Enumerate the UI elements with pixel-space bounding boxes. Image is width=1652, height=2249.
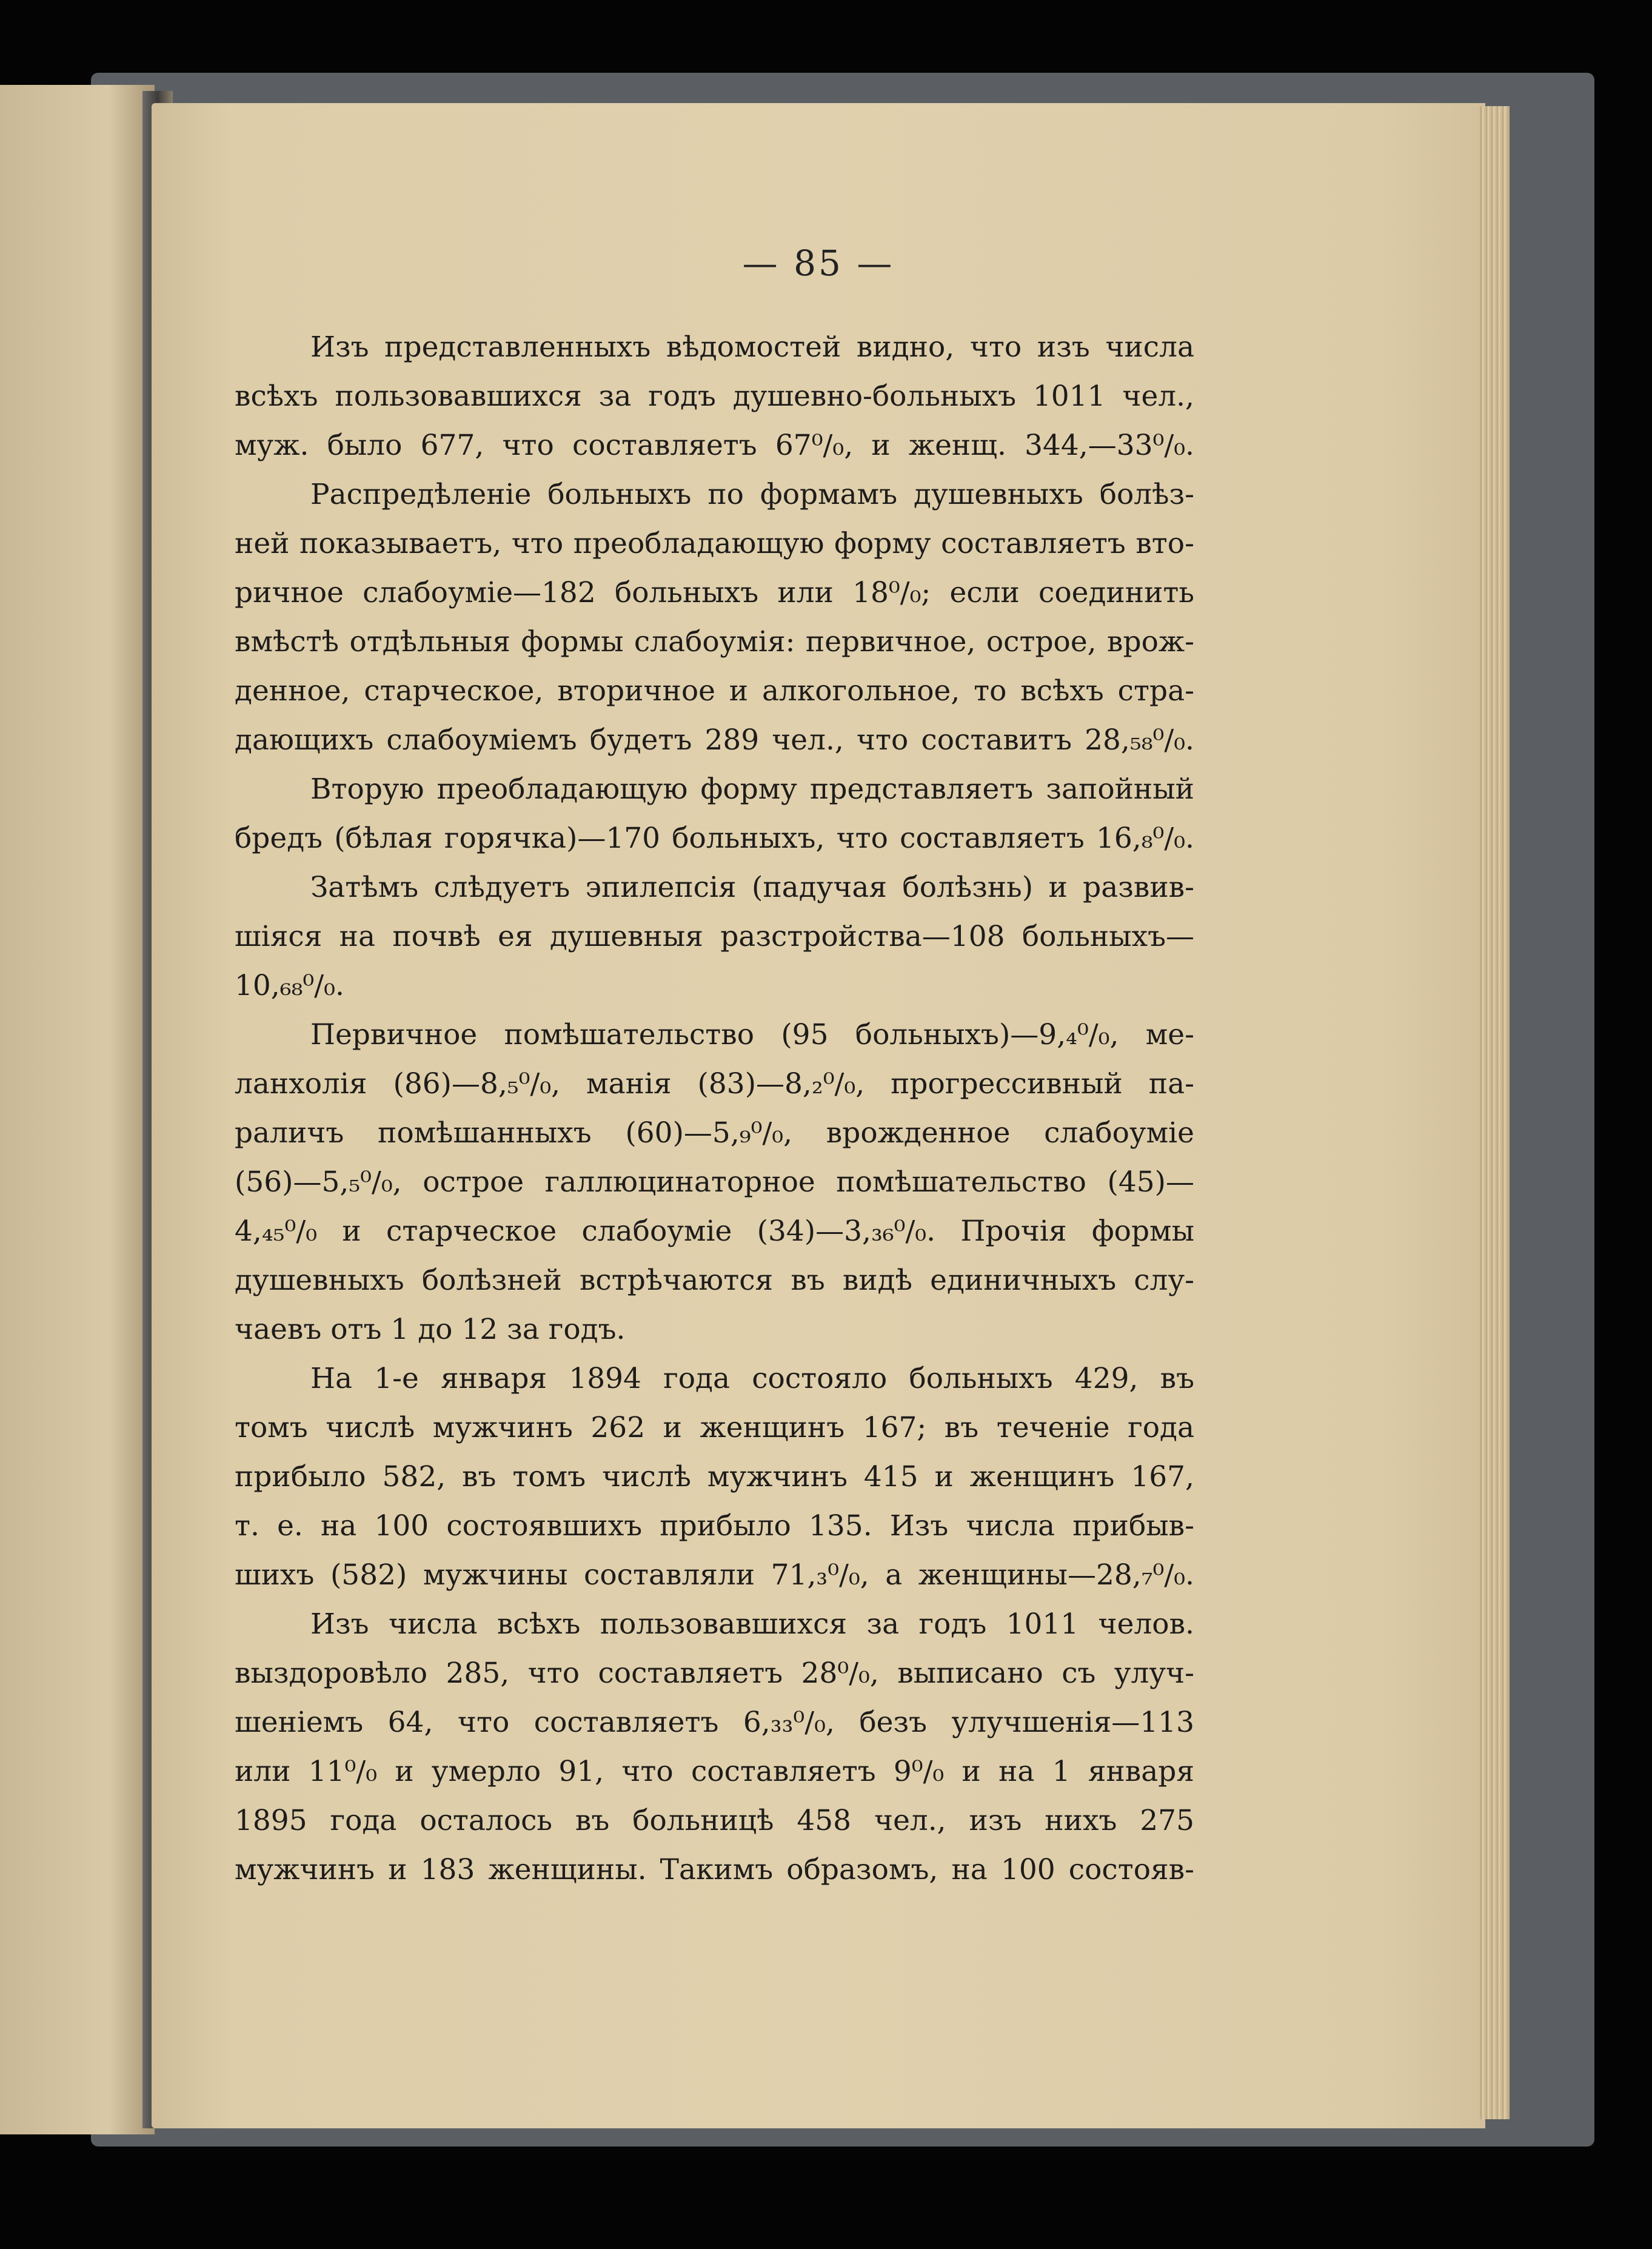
text-line: Затѣмъ слѣдуетъ эпилепсія (падучая болѣзнь) и развив- — [310, 871, 1194, 904]
text-line: или 11⁰/₀ и умерло 91, что составляетъ 9⁰/₀ и на 1 января — [235, 1755, 1194, 1788]
page-edges — [1479, 106, 1510, 2119]
text-line: муж. было 677, что составляетъ 67⁰/₀, и женщ. 344,—33⁰/₀. — [235, 429, 1194, 462]
text-line: 1895 года осталось въ больницѣ 458 чел., изъ нихъ 275 — [235, 1804, 1194, 1837]
text-line: Вторую преобладающую форму представляетъ запойный — [310, 773, 1194, 806]
text-line: шеніемъ 64, что составляетъ 6,₃₃⁰/₀, безъ улучшенія—113 — [235, 1706, 1194, 1739]
text-line: душевныхъ болѣзней встрѣчаются въ видѣ единичныхъ слу- — [235, 1264, 1194, 1297]
text-line: 4,₄₅⁰/₀ и старческое слабоуміе (34)—3,₃₆⁰/₀. Прочія формы — [235, 1215, 1194, 1248]
text-line: чаевъ отъ 1 до 12 за годъ. — [235, 1313, 626, 1346]
text-line: выздоровѣло 285, что составляетъ 28⁰/₀, выписано съ улуч- — [235, 1657, 1194, 1690]
text-line: мужчинъ и 183 женщины. Такимъ образомъ, на 100 состояв- — [235, 1853, 1194, 1886]
text-line: бредъ (бѣлая горячка)—170 больныхъ, что составляетъ 16,₈⁰/₀. — [235, 822, 1194, 855]
text-line: Изъ представленныхъ вѣдомостей видно, что изъ числа — [310, 330, 1194, 364]
text-line: раличъ помѣшанныхъ (60)—5,₉⁰/₀, врожденное слабоуміе — [235, 1116, 1194, 1150]
text-line: 10,₆₈⁰/₀. — [235, 969, 344, 1002]
text-line: т. е. на 100 состоявшихъ прибыло 135. Изъ числа прибыв- — [235, 1509, 1194, 1543]
text-line: ней показываетъ, что преобладающую форму составляетъ вто- — [235, 527, 1194, 560]
text-line: томъ числѣ мужчинъ 262 и женщинъ 167; въ теченіе года — [235, 1411, 1194, 1444]
text-line: На 1-е января 1894 года состояло больныхъ 429, въ — [310, 1362, 1194, 1395]
text-line: всѣхъ пользовавшихся за годъ душевно-больныхъ 1011 чел., — [235, 380, 1194, 413]
text-line: ланхолія (86)—8,₅⁰/₀, манія (83)—8,₂⁰/₀, прогрессивный па- — [235, 1067, 1194, 1101]
text-line: шихъ (582) мужчины составляли 71,₃⁰/₀, а женщины—28,₇⁰/₀. — [235, 1558, 1194, 1592]
text-line: Распредѣленіе больныхъ по формамъ душевныхъ болѣз- — [310, 478, 1194, 511]
text-line: прибыло 582, въ томъ числѣ мужчинъ 415 и женщинъ 167, — [235, 1460, 1194, 1493]
text-line: денное, старческое, вторичное и алкогольное, то всѣхъ стра- — [235, 674, 1194, 708]
text-line: вмѣстѣ отдѣльныя формы слабоумія: первичное, острое, врож- — [235, 625, 1194, 659]
left-page — [0, 85, 155, 2134]
text-line: ричное слабоуміе—182 больныхъ или 18⁰/₀; если соединить — [235, 576, 1194, 609]
text-line: шіяся на почвѣ ея душевныя разстройства—108 больныхъ— — [235, 920, 1194, 953]
text-line: Изъ числа всѣхъ пользовавшихся за годъ 1011 челов. — [310, 1607, 1194, 1641]
text-line: дающихъ слабоуміемъ будетъ 289 чел., что составитъ 28,₅₈⁰/₀. — [235, 723, 1194, 757]
text-line: (56)—5,₅⁰/₀, острое галлюцинаторное помѣшательство (45)— — [235, 1165, 1194, 1199]
page-number: — 85 — — [742, 243, 895, 284]
text-line: Первичное помѣшательство (95 больныхъ)—9,₄⁰/₀, ме- — [310, 1018, 1194, 1051]
body-text — [235, 323, 1194, 1894]
